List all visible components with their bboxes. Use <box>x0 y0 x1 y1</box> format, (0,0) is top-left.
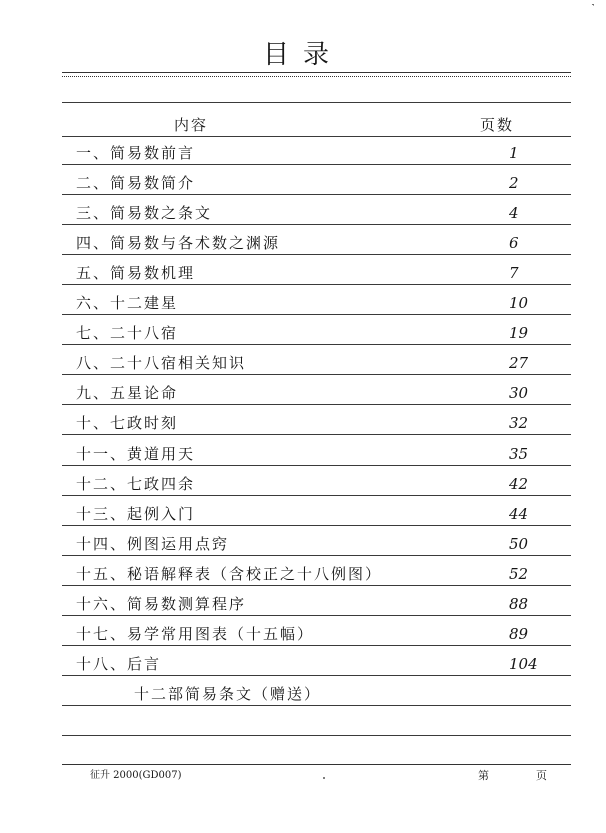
toc-entry-page: 32 <box>509 414 529 432</box>
toc-entry-title: 十三、起例入门 <box>76 505 196 523</box>
ruled-line <box>62 136 571 137</box>
toc-entry-title: 八、二十八宿相关知识 <box>76 354 247 372</box>
toc-entry-page: 27 <box>509 354 529 372</box>
toc-entry-page: 50 <box>509 535 529 553</box>
toc-entry-page: 88 <box>509 595 529 613</box>
toc-entry-page: 42 <box>509 475 529 493</box>
footer-page-suffix: 页 <box>536 769 547 782</box>
toc-entry-title: 十一、黄道用天 <box>76 445 196 463</box>
toc-entry-title: 九、五星论命 <box>76 384 179 402</box>
ruled-line <box>62 434 571 435</box>
toc-entry-title: 十五、秘语解释表（含校正之十八例图） <box>76 565 383 583</box>
toc-entry-page: 6 <box>509 234 519 252</box>
toc-entry-page: 10 <box>509 294 529 312</box>
toc-entry <box>62 288 571 314</box>
toc-entry-title: 五、简易数机理 <box>76 264 196 282</box>
toc-entry <box>62 258 571 284</box>
ruled-line <box>62 555 571 556</box>
toc-entry <box>62 348 571 374</box>
toc-entry-page: 7 <box>509 264 519 282</box>
footer-page-prefix: 第 <box>478 769 489 782</box>
toc-entry <box>62 408 571 434</box>
toc-entry-page: 4 <box>509 204 519 222</box>
ruled-line <box>62 164 571 165</box>
toc-entry-page: 104 <box>509 655 538 673</box>
toc-entry <box>62 499 571 525</box>
ruled-line <box>62 254 571 255</box>
toc-entry-page: 30 <box>509 384 529 402</box>
footer-line <box>62 764 571 765</box>
toc-entry-page: 19 <box>509 324 529 342</box>
corner-mark: ˺ <box>591 1 595 14</box>
ruled-line <box>62 404 571 405</box>
ruled-line <box>62 495 571 496</box>
toc-entry-title: 六、十二建星 <box>76 294 179 312</box>
toc-entry <box>62 168 571 194</box>
ruled-line <box>62 465 571 466</box>
ruled-line <box>62 194 571 195</box>
toc-entry-title: 四、简易数与各术数之渊源 <box>76 234 281 252</box>
toc-entry <box>62 589 571 615</box>
toc-entry-title: 十六、简易数测算程序 <box>76 595 247 613</box>
ruled-line <box>62 735 571 736</box>
title-border <box>62 72 571 77</box>
toc-entry <box>62 198 571 224</box>
ruled-line <box>62 284 571 285</box>
ruled-line <box>62 314 571 315</box>
footer-dot <box>323 777 325 779</box>
toc-entry <box>62 619 571 645</box>
toc-entry <box>62 649 571 675</box>
ruled-line <box>62 102 571 103</box>
toc-entry-page: 1 <box>509 144 519 162</box>
ruled-line <box>62 224 571 225</box>
toc-entry <box>62 318 571 344</box>
ruled-line <box>62 585 571 586</box>
toc-entry-page: 52 <box>509 565 529 583</box>
ruled-line <box>62 525 571 526</box>
toc-extra-entry <box>62 679 571 705</box>
toc-entry-title: 一、简易数前言 <box>76 144 196 162</box>
page-title: 目录 <box>262 40 343 70</box>
toc-entry-title: 十七、易学常用图表（十五幅） <box>76 625 315 643</box>
toc-header-content: 内容 <box>174 116 209 134</box>
toc-entry-page: 2 <box>509 174 519 192</box>
ruled-line <box>62 374 571 375</box>
toc-entry <box>62 439 571 465</box>
ruled-line <box>62 675 571 676</box>
toc-entry <box>62 228 571 254</box>
toc-entry <box>62 529 571 555</box>
ruled-line <box>62 645 571 646</box>
toc-entry <box>62 138 571 164</box>
toc-entry-title: 十、七政时刻 <box>76 414 179 432</box>
toc-entry-title: 二、简易数简介 <box>76 174 196 192</box>
toc-entry-title: 十八、后言 <box>76 655 162 673</box>
toc-entry <box>62 378 571 404</box>
ruled-line <box>62 344 571 345</box>
ruled-line <box>62 705 571 706</box>
toc-entry-page: 44 <box>509 505 529 523</box>
toc-entry-title: 七、二十八宿 <box>76 324 179 342</box>
ruled-line <box>62 615 571 616</box>
toc-entry-page: 89 <box>509 625 529 643</box>
toc-entry-title: 三、简易数之条文 <box>76 204 213 222</box>
footer-code: 征升 2000(GD007) <box>90 770 182 781</box>
toc-header-row <box>62 110 571 136</box>
toc-header-page: 页数 <box>480 116 515 134</box>
toc-extra-title: 十二部简易条文（赠送） <box>134 685 322 703</box>
toc-entry <box>62 469 571 495</box>
toc-entry-page: 35 <box>509 445 529 463</box>
toc-entry-title: 十四、例图运用点窍 <box>76 535 230 553</box>
toc-entry <box>62 559 571 585</box>
toc-entry-title: 十二、七政四余 <box>76 475 196 493</box>
